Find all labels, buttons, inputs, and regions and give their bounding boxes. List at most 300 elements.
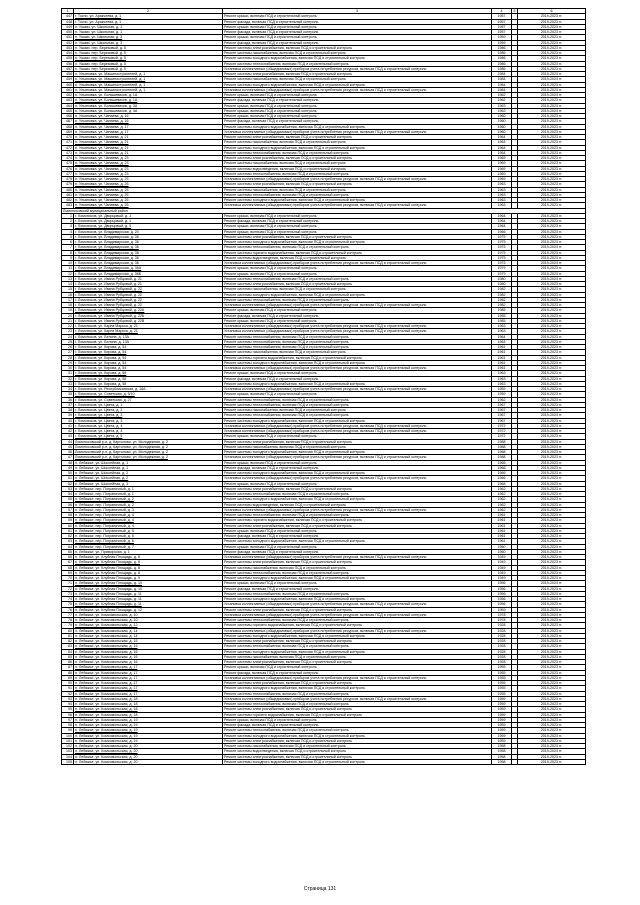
- row-number: 40: [62, 418, 74, 423]
- row-number: 35: [62, 392, 74, 397]
- row-number: 448: [62, 19, 74, 24]
- period-cell: 2019-2023 гг.: [518, 135, 586, 140]
- period-cell: 2019-2023 гг.: [518, 712, 586, 717]
- period-cell: 2019-2023 гг.: [518, 397, 586, 402]
- address-cell: п. Лебяжье, ул. Клубная Площадь, д. 11: [74, 602, 223, 607]
- period-cell: 2019-2023 гг.: [518, 366, 586, 371]
- build-year-cell: 1966: [492, 460, 512, 465]
- work-type-cell: Установка коллективных (общедомовых) приборов учета потребления ресурсов, включая ПСД и строительный контроль: [223, 261, 492, 266]
- address-cell: п. Лебяжье, ул. Комсомольская, д. 18: [74, 707, 223, 712]
- address-cell: п. Лебяжье, ул. Комсомольская, д. 14: [74, 633, 223, 638]
- address-cell: г. Ломоносов, ул. Цвета, д. 5: [74, 434, 223, 439]
- work-type-cell: Ремонт крыши, включая ПСД и строительный контроль: [223, 93, 492, 98]
- build-year-cell: 1960: [492, 119, 512, 124]
- work-type-cell: Ремонт крыши, включая ПСД и строительный контроль: [223, 665, 492, 670]
- address-cell: г. Ломоносов, ул. Кирова, д. 56: [74, 371, 223, 376]
- row-number: 58: [62, 513, 74, 518]
- build-year-cell: 1928: [492, 654, 512, 659]
- build-year-cell: 1964: [492, 334, 512, 339]
- build-year-cell: 1928: [492, 633, 512, 638]
- build-year-cell: 1966: [492, 465, 512, 470]
- period-cell: 2019-2023 гг.: [518, 51, 586, 56]
- work-type-cell: Ремонт системы электроснабжения, включая ПСД и строительный контроль: [223, 182, 492, 187]
- build-year-cell: 1975: [492, 250, 512, 255]
- build-year-cell: 1962: [492, 507, 512, 512]
- address-cell: г. Ломоносов, ул. Дворцовый, д. 3: [74, 224, 223, 229]
- period-cell: 2019-2023 гг.: [518, 108, 586, 113]
- address-cell: г. Ломоносов, ул. Кирова, д. 56: [74, 376, 223, 381]
- address-cell: п. Лебяжье, пер. Пограничный, д. 2: [74, 497, 223, 502]
- period-cell: 2019-2023 гг.: [518, 555, 586, 560]
- period-cell: 2019-2023 гг.: [518, 723, 586, 728]
- work-type-cell: Установка коллективных (общедомовых) приборов учета потребления ресурсов, включая ПСД и строительный контроль: [223, 628, 492, 633]
- work-type-cell: Ремонт системы теплоснабжения, включая ПСД и строительный контроль: [223, 644, 492, 649]
- build-year-cell: 1956: [492, 581, 512, 586]
- row-number: 93: [62, 696, 74, 701]
- row-number: 468: [62, 124, 74, 129]
- period-cell: 2019-2023 гг.: [518, 287, 586, 292]
- period-cell: 2019-2023 гг.: [518, 350, 586, 355]
- build-year-cell: 1955: [492, 691, 512, 696]
- address-cell: г. Ломоносов, ул. Цвета, д. 3: [74, 418, 223, 423]
- build-year-cell: 1949: [492, 570, 512, 575]
- build-year-cell: 1961: [492, 523, 512, 528]
- period-cell: 2019-2023 гг.: [518, 702, 586, 707]
- address-cell: г. Ломоносов, ул. Кирова, д. 54: [74, 366, 223, 371]
- period-cell: 2019-2023 гг.: [518, 429, 586, 434]
- address-cell: п. Ульяновка, ул. Чапаева, д. 23: [74, 161, 223, 166]
- period-cell: 2019-2023 гг.: [518, 30, 586, 35]
- period-cell: 2019-2023 гг.: [518, 544, 586, 549]
- address-cell: п. Ульяновка, ул. Чапаева, д. 25: [74, 192, 223, 197]
- build-year-cell: 1960: [492, 129, 512, 134]
- period-cell: 2019-2023 гг.: [518, 166, 586, 171]
- address-cell: г. Ломоносов, ул. Ивана Рубцовой, д. 22: [74, 303, 223, 308]
- period-cell: 2019-2023 гг.: [518, 602, 586, 607]
- period-cell: 2019-2023 гг.: [518, 392, 586, 397]
- address-cell: п. Лебяжье, ул. Комсомольская, д. 19: [74, 728, 223, 733]
- period-cell: 2019-2023 гг.: [518, 271, 586, 276]
- address-cell: г. Ломоносов, ул. Владимирская, д. 36: [74, 255, 223, 260]
- period-cell: 2019-2023 гг.: [518, 486, 586, 491]
- row-number: 37: [62, 402, 74, 407]
- row-number: 51: [62, 476, 74, 481]
- period-cell: 2019-2023 гг.: [518, 245, 586, 250]
- address-cell: г. Ломоносов, ул. Республиканская, д. 18А: [74, 387, 223, 392]
- build-year-cell: 1958: [492, 744, 512, 749]
- address-cell: г. Ломоносов, ул. Белина, д. 13А: [74, 334, 223, 339]
- work-type-cell: Ремонт системы теплоснабжения, включая ПСД и строительный контроль: [223, 618, 492, 623]
- address-cell: п. Ульяновка, ул. Чапаева, д. 25: [74, 203, 223, 208]
- row-number: 21: [62, 318, 74, 323]
- build-year-cell: 1964: [492, 224, 512, 229]
- build-year-cell: 1959: [492, 702, 512, 707]
- address-cell: п. Лебяжье, пер. Пограничный, д. 4: [74, 513, 223, 518]
- work-type-cell: Ремонт системы холодного водоснабжения, включая ПСД и строительный контроль: [223, 360, 492, 365]
- address-cell: г. Ломоносов, ул. Карла Маркса, д. 21: [74, 329, 223, 334]
- work-type-cell: Установка коллективных (общедомовых) приборов учета потребления ресурсов, включая ПСД и строительный контроль: [223, 366, 492, 371]
- address-cell: п. Лебяжье, ул. Комсомольская, д. 18: [74, 712, 223, 717]
- row-number: 38: [62, 408, 74, 413]
- build-year-cell: 1961: [492, 534, 512, 539]
- period-cell: 2019-2023 гг.: [518, 376, 586, 381]
- build-year-cell: 1959: [492, 733, 512, 738]
- row-number: 31: [62, 371, 74, 376]
- work-type-cell: Установка коллективных (общедомовых) приборов учета потребления ресурсов, включая ПСД и строительный контроль: [223, 203, 492, 208]
- address-cell: п. Лебяжье, ул. Комсомольская, д. 17: [74, 686, 223, 691]
- row-number: 460: [62, 82, 74, 87]
- address-cell: п. Ушаки, пер. Березовый, д. 5: [74, 66, 223, 71]
- period-cell: 2019-2023 гг.: [518, 150, 586, 155]
- work-type-cell: Ремонт системы горячего водоснабжения, включая ПСД и строительный контроль: [223, 623, 492, 628]
- work-type-cell: Ремонт системы газоснабжения, включая ПСД и строительный контроль: [223, 350, 492, 355]
- build-year-cell: 1962: [492, 397, 512, 402]
- period-cell: 2019-2023 гг.: [518, 182, 586, 187]
- work-type-cell: Ремонт системы горячего водоснабжения, включая ПСД и строительный контроль: [223, 355, 492, 360]
- work-type-cell: Ремонт системы газоснабжения, включая ПСД и строительный контроль: [223, 161, 492, 166]
- address-cell: г. Ломоносов, ул. Ивана Рубцовой, д. 22: [74, 297, 223, 302]
- work-type-cell: Ремонт системы холодного водоснабжения, включая ПСД и строительный контроль: [223, 56, 492, 61]
- work-type-cell: Ремонт системы электроснабжения, включая ПСД и строительный контроль: [223, 523, 492, 528]
- period-cell: 2019-2023 гг.: [518, 728, 586, 733]
- address-cell: г. Ломоносов, ул. Кирова, д. 54: [74, 350, 223, 355]
- build-year-cell: 1960: [492, 124, 512, 129]
- row-number: 74: [62, 597, 74, 602]
- section-title: Ломоносовский муниципальный район: [62, 208, 586, 213]
- period-cell: 2019-2023 гг.: [518, 318, 586, 323]
- work-type-cell: Ремонт системы электроснабжения, включая ПСД и строительный контроль: [223, 72, 492, 77]
- address-cell: г. Ломоносов, ул. Ивана Рубцовой, д. 22: [74, 287, 223, 292]
- period-cell: 2019-2023 гг.: [518, 255, 586, 260]
- row-number: 14: [62, 282, 74, 287]
- period-cell: 2019-2023 гг.: [518, 654, 586, 659]
- row-number: 478: [62, 177, 74, 182]
- work-type-cell: Ремонт системы водоотведения, включая ПСД и строительный контроль: [223, 502, 492, 507]
- work-type-cell: Ремонт крыши, включая ПСД и строительный контроль: [223, 108, 492, 113]
- address-cell: п. Лебяжье, ул. Комсомольская, д. 15: [74, 644, 223, 649]
- address-cell: п. Лебяжье, ул. Комсомольская, д. 20: [74, 749, 223, 754]
- address-cell: п. Ульяновка, ул. Чапаева, д. 25: [74, 187, 223, 192]
- row-number: 9: [62, 255, 74, 260]
- address-cell: г. Ломоносов, ул. Цвета, д. 1: [74, 402, 223, 407]
- period-cell: 2019-2023 гг.: [518, 250, 586, 255]
- build-year-cell: 1986: [492, 66, 512, 71]
- work-type-cell: Ремонт системы теплоснабжения, включая ПСД и строительный контроль: [223, 276, 492, 281]
- address-cell: г. Ломоносов, ул. Ивана Рубцовой, д. 22: [74, 292, 223, 297]
- work-type-cell: Ремонт системы теплоснабжения, включая ПСД и строительный контроль: [223, 339, 492, 344]
- build-year-cell: 1961: [492, 513, 512, 518]
- row-number: 89: [62, 675, 74, 680]
- work-type-cell: Ремонт системы теплоснабжения, включая ПСД и строительный контроль: [223, 591, 492, 596]
- build-year-cell: 1960: [492, 544, 512, 549]
- period-cell: 2019-2023 гг.: [518, 597, 586, 602]
- work-type-cell: Ремонт системы электроснабжения, включая ПСД и строительный контроль: [223, 707, 492, 712]
- build-year-cell: 1962: [492, 486, 512, 491]
- address-cell: г. Ломоносов, ул. Цвета, д. 3: [74, 413, 223, 418]
- work-type-cell: Ремонт системы электроснабжения, включая ПСД и строительный контроль: [223, 681, 492, 686]
- work-type-cell: Ремонт системы электроснабжения, включая ПСД и строительный контроль: [223, 45, 492, 50]
- work-type-cell: Ремонт системы электроснабжения, включая ПСД и строительный контроль: [223, 639, 492, 644]
- row-number: 102: [62, 744, 74, 749]
- address-cell: п. Лебяжье, ул. Комсомольская, д. 20: [74, 759, 223, 764]
- row-number: 53: [62, 486, 74, 491]
- build-year-cell: 1964: [492, 150, 512, 155]
- work-type-cell: Ремонт системы горячего водоснабжения, включая ПСД и строительный контроль: [223, 518, 492, 523]
- build-year-cell: 1980: [492, 276, 512, 281]
- work-type-cell: Установка коллективных (общедомовых) приборов учета потребления ресурсов, включая ПСД и строительный контроль: [223, 129, 492, 134]
- row-number: 476: [62, 166, 74, 171]
- build-year-cell: 1967: [492, 418, 512, 423]
- row-number: 6: [62, 240, 74, 245]
- row-number: 33: [62, 381, 74, 386]
- row-number: 85: [62, 654, 74, 659]
- build-year-cell: 1959: [492, 707, 512, 712]
- period-cell: 2019-2023 гг.: [518, 518, 586, 523]
- work-type-cell: Ремонт системы холодного водоснабжения, включая ПСД и строительный контроль: [223, 145, 492, 150]
- row-number: 24: [62, 334, 74, 339]
- address-cell: п. Ушаки, пер. Березовый, д. 5: [74, 61, 223, 66]
- period-cell: 2019-2023 гг.: [518, 187, 586, 192]
- period-cell: 2019-2023 гг.: [518, 754, 586, 759]
- row-number: 453: [62, 45, 74, 50]
- address-cell: г. Ломоносов, ул. Кирова, д. 54: [74, 360, 223, 365]
- row-number: 472: [62, 145, 74, 150]
- row-number: 59: [62, 518, 74, 523]
- row-number: 98: [62, 723, 74, 728]
- row-number: 11: [62, 266, 74, 271]
- address-cell: п. Лебяжье, пер. Пограничный, д. 7: [74, 544, 223, 549]
- work-type-cell: Ремонт системы теплоснабжения, включая ПСД и строительный контроль: [223, 334, 492, 339]
- work-type-cell: Ремонт системы электроснабжения, включая ПСД и строительный контроль: [223, 486, 492, 491]
- row-number: 462: [62, 93, 74, 98]
- work-type-cell: Ремонт крыши, включая ПСД и строительный контроль: [223, 103, 492, 108]
- build-year-cell: 1957: [492, 19, 512, 24]
- build-year-cell: 1962: [492, 492, 512, 497]
- address-cell: п. Лебяжье, ул. Клубная Площадь, д. 10: [74, 581, 223, 586]
- address-cell: п. Лебяжье, ул. Клубная Площадь, д. 11: [74, 597, 223, 602]
- work-type-cell: Ремонт системы холодного водоснабжения, включая ПСД и строительный контроль: [223, 418, 492, 423]
- address-cell: п. Лебяжье, ул. Приморская, д. 1: [74, 549, 223, 554]
- build-year-cell: 1969: [492, 166, 512, 171]
- row-number: 72: [62, 586, 74, 591]
- row-number: 64: [62, 544, 74, 549]
- row-number: 463: [62, 98, 74, 103]
- build-year-cell: 1958: [492, 759, 512, 764]
- work-type-cell: Ремонт крыши, включая ПСД и строительный контроль: [223, 581, 492, 586]
- row-number: 19: [62, 308, 74, 313]
- address-cell: п. Ульяновка, ул. Большевиков, д. 1А: [74, 98, 223, 103]
- period-cell: 2019-2023 гг.: [518, 591, 586, 596]
- period-cell: 2019-2023 гг.: [518, 749, 586, 754]
- address-cell: п. Ульяновка, ул. Машиностроителей, д. 1: [74, 72, 223, 77]
- work-type-cell: Ремонт фасада, включая ПСД и строительный контроль: [223, 119, 492, 124]
- column-number: 5: [513, 9, 516, 13]
- row-number: 3: [62, 224, 74, 229]
- work-type-cell: Ремонт системы холодного водоснабжения, включая ПСД и строительный контроль: [223, 686, 492, 691]
- work-type-cell: Ремонт системы холодного водоснабжения, включая ПСД и строительный контроль: [223, 759, 492, 764]
- period-cell: 2019-2023 гг.: [518, 418, 586, 423]
- address-cell: г. Ломоносов, ул. Владимирская, д. 36А: [74, 266, 223, 271]
- work-type-cell: Ремонт крыши, включая ПСД и строительный контроль: [223, 213, 492, 218]
- row-number: 81: [62, 633, 74, 638]
- work-type-cell: Установка коллективных (общедомовых) приборов учета потребления ресурсов, включая ПСД и строительный контроль: [223, 455, 492, 460]
- row-number: 10: [62, 261, 74, 266]
- address-cell: п. Лебяжье, ул. Шоссейная, д. 2: [74, 476, 223, 481]
- address-cell: г. Ломоносов, ул. Ивана Рубцовой, д. 22Б: [74, 313, 223, 318]
- row-number: 451: [62, 35, 74, 40]
- period-cell: 2019-2023 гг.: [518, 334, 586, 339]
- row-number: 42: [62, 429, 74, 434]
- address-cell: п. Ульяновка, ул. Чапаева, д. 25: [74, 182, 223, 187]
- period-cell: 2019-2023 гг.: [518, 140, 586, 145]
- work-type-cell: Установка коллективных (общедомовых) приборов учета потребления ресурсов, включая ПСД и строительный контроль: [223, 324, 492, 329]
- period-cell: 2019-2023 гг.: [518, 261, 586, 266]
- period-cell: 2019-2023 гг.: [518, 371, 586, 376]
- period-cell: 2019-2023 гг.: [518, 681, 586, 686]
- row-number: 101: [62, 738, 74, 743]
- work-type-cell: Ремонт системы водоотведения, включая ПСД и строительный контроль: [223, 255, 492, 260]
- work-type-cell: Ремонт системы холодного водоснабжения, включая ПСД и строительный контроль: [223, 198, 492, 203]
- build-year-cell: 1979: [492, 266, 512, 271]
- build-year-cell: 1928: [492, 649, 512, 654]
- address-cell: п. Лебяжье, ул. Шоссейная, д. 2: [74, 471, 223, 476]
- work-type-cell: Ремонт системы электроснабжения, включая ПСД и строительный контроль: [223, 282, 492, 287]
- row-number: 39: [62, 413, 74, 418]
- address-cell: п. Ушаки, ул. Школьная, д. 3: [74, 40, 223, 45]
- address-cell: п. Ульяновка, ул. Чапаева, д. 25: [74, 198, 223, 203]
- row-number: 104: [62, 754, 74, 759]
- build-year-cell: 1961: [492, 528, 512, 533]
- page-number: Страница 131: [303, 886, 337, 892]
- build-year-cell: 1961: [492, 366, 512, 371]
- period-cell: 2019-2023 гг.: [518, 203, 586, 208]
- address-cell: г. Ломоносов, ул. Владимирская, д. 36: [74, 261, 223, 266]
- work-type-cell: Ремонт фасада, включая ПСД и строительный контроль: [223, 586, 492, 591]
- build-year-cell: 1975: [492, 255, 512, 260]
- row-number: 461: [62, 87, 74, 92]
- address-cell: п. Лебяжье, ул. Комсомольская, д. 19: [74, 733, 223, 738]
- build-year-cell: 1963: [492, 371, 512, 376]
- row-number: 84: [62, 649, 74, 654]
- period-cell: 2019-2023 гг.: [518, 19, 586, 24]
- row-number: 479: [62, 182, 74, 187]
- row-number: 87: [62, 665, 74, 670]
- row-number: 27: [62, 350, 74, 355]
- address-cell: п. Лебяжье, пер. Пограничный, д. 4: [74, 523, 223, 528]
- address-cell: Ломоносовский р-н, д. Картолово, ул. Молодежная, д. 2: [74, 439, 223, 444]
- period-cell: 2019-2023 гг.: [518, 329, 586, 334]
- build-year-cell: 1969: [492, 177, 512, 182]
- address-cell: п. Ушаки, ул. Школьная, д. 1: [74, 24, 223, 29]
- period-cell: 2019-2023 гг.: [518, 628, 586, 633]
- address-cell: Ломоносовский р-н, д. Картолово, ул. Молодежная, д. 2: [74, 455, 223, 460]
- period-cell: 2019-2023 гг.: [518, 549, 586, 554]
- address-cell: п. Ульяновка, ул. Машиностроителей, д. 1: [74, 87, 223, 92]
- work-type-cell: Ремонт крыши, включая ПСД и строительный контроль: [223, 460, 492, 465]
- period-cell: 2019-2023 гг.: [518, 276, 586, 281]
- period-cell: 2019-2023 гг.: [518, 224, 586, 229]
- address-cell: п. Лебяжье, пер. Пограничный, д. 1: [74, 492, 223, 497]
- build-year-cell: 1961: [492, 518, 512, 523]
- period-cell: 2019-2023 гг.: [518, 633, 586, 638]
- build-year-cell: 1985: [492, 308, 512, 313]
- work-type-cell: Ремонт фасада, включая ПСД и строительный контроль: [223, 549, 492, 554]
- work-type-cell: Ремонт системы теплоснабжения, включая ПСД и строительный контроль: [223, 61, 492, 66]
- period-cell: 2019-2023 гг.: [518, 402, 586, 407]
- row-number: 63: [62, 539, 74, 544]
- period-cell: 2019-2023 гг.: [518, 423, 586, 428]
- period-cell: 2019-2023 гг.: [518, 198, 586, 203]
- row-number: 56: [62, 502, 74, 507]
- address-cell: п. Ульяновка, ул. Чапаева, д. 16: [74, 119, 223, 124]
- work-type-cell: Установка коллективных (общедомовых) приборов учета потребления ресурсов, включая ПСД и строительный контроль: [223, 612, 492, 617]
- row-number: 12: [62, 271, 74, 276]
- period-cell: 2019-2023 гг.: [518, 513, 586, 518]
- address-cell: п. Ульяновка, ул. Машиностроителей, д. 1: [74, 82, 223, 87]
- address-cell: п. Ульяновка, ул. Большевиков, д. 4А: [74, 108, 223, 113]
- column-number: 4: [492, 9, 512, 14]
- build-year-cell: 1956: [492, 591, 512, 596]
- period-cell: 2019-2023 гг.: [518, 686, 586, 691]
- address-cell: п. Ульяновка, ул. Чапаева, д. 21: [74, 135, 223, 140]
- period-cell: 2019-2023 гг.: [518, 523, 586, 528]
- period-cell: 2019-2023 гг.: [518, 497, 586, 502]
- address-cell: п. Лебяжье, пер. Пограничный, д. 5: [74, 528, 223, 533]
- address-cell: п. Ульяновка, ул. Чапаева, д. 21: [74, 145, 223, 150]
- period-cell: 2019-2023 гг.: [518, 297, 586, 302]
- address-cell: п. Ульяновка, ул. Машиностроителей, д. 1: [74, 77, 223, 82]
- period-cell: 2019-2023 гг.: [518, 476, 586, 481]
- row-number: 452: [62, 40, 74, 45]
- work-type-cell: Ремонт крыши, включая ПСД и строительный контроль: [223, 308, 492, 313]
- build-year-cell: 1959: [492, 35, 512, 40]
- period-cell: 2019-2023 гг.: [518, 560, 586, 565]
- build-year-cell: 1959: [492, 607, 512, 612]
- period-cell: 2019-2023 гг.: [518, 77, 586, 82]
- build-year-cell: 1957: [492, 24, 512, 29]
- build-year-cell: 1966: [492, 229, 512, 234]
- work-type-cell: Ремонт системы холодного водоснабжения, включая ПСД и строительный контроль: [223, 633, 492, 638]
- build-year-cell: 1985: [492, 318, 512, 323]
- address-cell: п. Ульяновка, ул. Чапаева, д. 21: [74, 140, 223, 145]
- period-cell: 2019-2023 гг.: [518, 639, 586, 644]
- work-type-cell: Ремонт системы теплоснабжения, включая ПСД и строительный контроль: [223, 402, 492, 407]
- build-year-cell: 1928: [492, 660, 512, 665]
- work-type-cell: Установка коллективных (общедомовых) приборов учета потребления ресурсов, включая ПСД и строительный контроль: [223, 507, 492, 512]
- period-cell: 2019-2023 гг.: [518, 114, 586, 119]
- work-type-cell: Установка коллективных (общедомовых) приборов учета потребления ресурсов, включая ПСД и строительный контроль: [223, 429, 492, 434]
- address-cell: п. Лебяжье, пер. Пограничный, д. 6: [74, 534, 223, 539]
- work-type-cell: Ремонт системы теплоснабжения, включая ПСД и строительный контроль: [223, 513, 492, 518]
- build-year-cell: 1959: [492, 392, 512, 397]
- row-number: 76: [62, 607, 74, 612]
- row-number: 69: [62, 570, 74, 575]
- period-cell: 2019-2023 гг.: [518, 266, 586, 271]
- work-type-cell: Ремонт крыши, включая ПСД и строительный контроль: [223, 392, 492, 397]
- address-cell: г. Ломоносов, ул. Кирова, д. 54: [74, 345, 223, 350]
- work-type-cell: Ремонт системы газоснабжения, включая ПСД и строительный контроль: [223, 51, 492, 56]
- work-type-cell: Ремонт крыши, включая ПСД и строительный контроль: [223, 35, 492, 40]
- row-number: 96: [62, 712, 74, 717]
- build-year-cell: 1978: [492, 618, 512, 623]
- row-number: 82: [62, 639, 74, 644]
- period-cell: 2019-2023 гг.: [518, 171, 586, 176]
- build-year-cell: 1969: [492, 156, 512, 161]
- row-number: 75: [62, 602, 74, 607]
- address-cell: п. Лебяжье, ул. Клубная Площадь, д. 9: [74, 576, 223, 581]
- address-cell: г. Ломоносов, ул. Ивана Рубцовой, д. 22А: [74, 308, 223, 313]
- period-cell: 2019-2023 гг.: [518, 35, 586, 40]
